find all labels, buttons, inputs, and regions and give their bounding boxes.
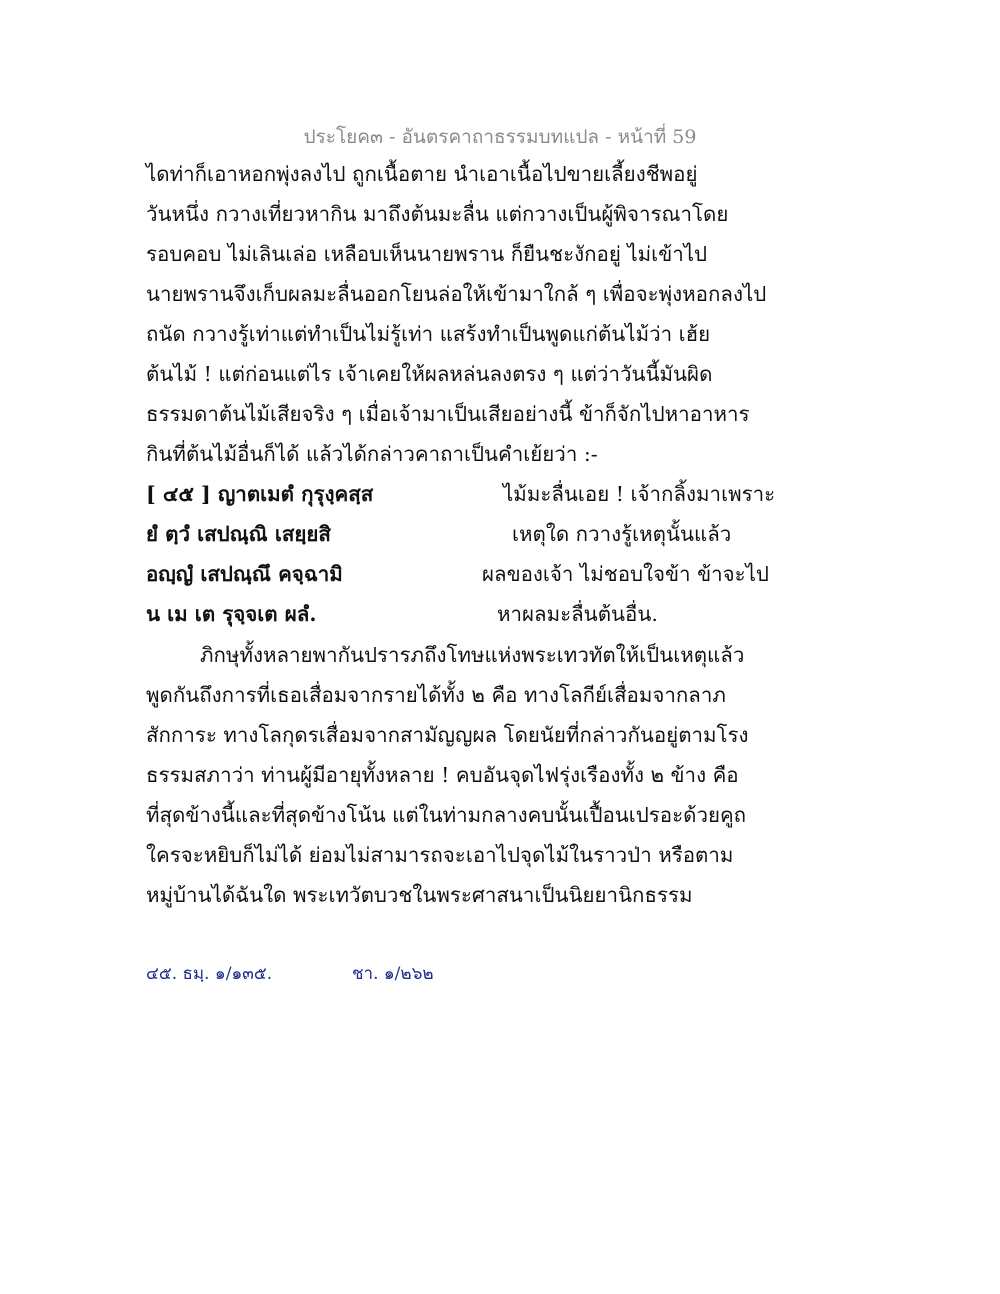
text-line: ต้นไม้ ! แต่ก่อนแต่ไร เจ้าเคยให้ผลหล่นลงตรง ๆ แต่ว่าวันนี้มันผิด	[146, 362, 713, 386]
text-line: ใครจะหยิบก็ไม่ได้ ย่อมไม่สามารถจะเอาไปจุดไม้ในราวป่า หรือตาม	[146, 843, 734, 867]
verse-pali-line: ยํ ตฺวํ เสปณฺณิ เสยฺยสิ	[146, 522, 331, 546]
footnote-ref: ๔๕. ธมฺ. ๑/๑๓๕.	[146, 964, 273, 984]
verse-thai-line: ผลของเจ้า ไม่ชอบใจข้า ข้าจะไป	[482, 562, 769, 586]
text-line: รอบคอบ ไม่เลินเล่อ เหลือบเห็นนายพราน ก็ยืนชะงักอยู่ ไม่เข้าไป	[146, 242, 708, 266]
text-line: สักการะ ทางโลกุดรเสื่อมจากสามัญญผล โดยนัยที่กล่าวกันอยู่ตามโรง	[146, 723, 749, 747]
verse-pali-line: น เม เต รุจฺจเต ผลํ.	[146, 602, 317, 626]
text-line: ถนัด กวางรู้เท่าแต่ทำเป็นไม่รู้เท่า แสร้งทำเป็นพูดแก่ต้นไม้ว่า เฮ้ย	[146, 322, 711, 346]
verse-pali-line: [ ๔๕ ] ญาตเมตํ กุรุงฺคสฺส	[146, 482, 374, 506]
verse-thai-line: ไม้มะลื่นเอย ! เจ้ากลิ้งมาเพราะ	[503, 482, 776, 506]
verse-thai-line: หาผลมะลื่นต้นอื่น.	[497, 602, 658, 626]
verse-thai-line: เหตุใด กวางรู้เหตุนั้นแล้ว	[512, 522, 732, 546]
text-line: ธรรมสภาว่า ท่านผู้มีอายุทั้งหลาย ! คบอันจุดไฟรุ่งเรืองทั้ง ๒ ข้าง คือ	[146, 763, 739, 787]
text-line: ธรรมดาต้นไม้เสียจริง ๆ เมื่อเจ้ามาเป็นเสียอย่างนี้ ข้าก็จักไปหาอาหาร	[146, 402, 750, 426]
text-line: ที่สุดข้างนี้และที่สุดข้างโน้น แต่ในท่ามกลางคบนั้นเปื้อนเปรอะด้วยคูถ	[146, 803, 747, 827]
page-header: ประโยค๓ - อันตรคาถาธรรมบทแปล - หน้าที่ 59	[303, 126, 697, 148]
text-line: หมู่บ้านได้ฉันใด พระเทวัตบวชในพระศาสนาเป็นนิยยานิกธรรม	[146, 883, 693, 907]
footnote-ref: ชา. ๑/๒๖๒	[352, 964, 434, 984]
text-line: ไดท่าก็เอาหอกพุ่งลงไป ถูกเนื้อตาย นำเอาเนื้อไปขายเลี้ยงชีพอยู่	[146, 162, 698, 186]
text-line: กินที่ต้นไม้อื่นก็ได้ แล้วได้กล่าวคาถาเป็นคำเย้ยว่า :-	[146, 442, 598, 466]
text-line: นายพรานจึงเก็บผลมะลื่นออกโยนล่อให้เข้ามาใกล้ ๆ เพื่อจะพุ่งหอกลงไป	[146, 282, 767, 306]
text-line: ภิกษุทั้งหลายพากันปรารภถึงโทษแห่งพระเทวทัตให้เป็นเหตุแล้ว	[200, 643, 745, 667]
text-line: พูดกันถึงการที่เธอเสื่อมจากรายได้ทั้ง ๒ คือ ทางโลกีย์เสื่อมจากลาภ	[146, 683, 726, 707]
verse-pali-line: อญฺญํ เสปณฺณึ คจฺฉามิ	[146, 562, 343, 586]
text-line: วันหนึ่ง กวางเที่ยวหากิน มาถึงต้นมะลื่น แต่กวางเป็นผู้พิจารณาโดย	[146, 202, 729, 226]
